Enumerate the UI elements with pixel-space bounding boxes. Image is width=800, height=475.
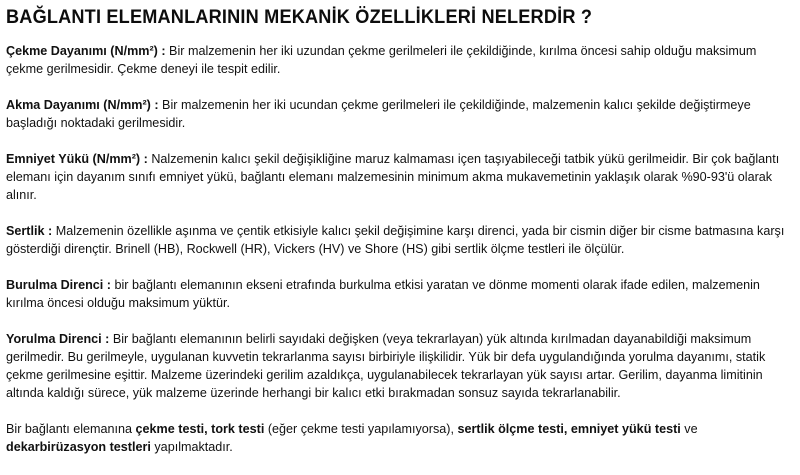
summary-text: ve bbox=[680, 422, 698, 436]
definition-hardness bbox=[6, 222, 794, 258]
summary-text: Bir bağlantı elemanına bbox=[6, 422, 136, 436]
term-label: Yorulma Direnci : bbox=[6, 332, 110, 346]
definition-text: Bir malzemenin her iki ucundan çekme gerilmeleri ile çekildiğinde, malzemenin kalıcı şekilde değiştirmeye başladığı noktadaki gerilmesidir. bbox=[6, 98, 751, 130]
tests-summary bbox=[6, 420, 794, 456]
term-label: Burulma Direnci : bbox=[6, 278, 111, 292]
page-title: BAĞLANTI ELEMANLARININ MEKANİK ÖZELLİKLERİ NELERDİR ? bbox=[6, 6, 593, 28]
term-label: Çekme Dayanımı (N/mm²) : bbox=[6, 44, 166, 58]
summary-highlight: çekme testi, tork testi bbox=[135, 422, 265, 436]
document-page bbox=[6, 4, 794, 456]
definition-text: Nalzemenin kalıcı şekil değişikliğine maruz kalmaması içen taşıyabileceği tatbik yükü gerilmeidir. Bir çok bağlantı elemanı için dayanım sınıfı emniyet yükü, bağlantı elemanı malzemesinin minimum akma mukavemetinin yaklaşık olarak %90-93'ü olarak alınır. bbox=[6, 152, 780, 202]
definition-fatigue-strength bbox=[6, 330, 794, 402]
definition-text: Bir bağlantı elemanının belirli sayıdaki değişken (veya tekrarlayan) yük altında kırılmadan dayanabildiği maksimum gerilmedir. Bu gerilmeyle, uygulanan kuvvetin tekrarlanma sayısı birbiriyle ilişkilidir. Yük bir defa uygulandığında yorulma dayanımı, statik çekme gerilmesine eşittir. Malzeme üzerindeki gerilim azaldıkça, uygulanabilecek tekrarlayan yük sayısı artar. Gerilim, dayanma limitinin altında kaldığı sürece, yük malzeme üzerinde herhangi bir kalıcı etki bırakmadan sonsuz sayıda tekrarlanabilir. bbox=[6, 332, 766, 400]
term-label: Akma Dayanımı (N/mm²) : bbox=[6, 98, 159, 112]
definition-text: Malzemenin özellikle aşınma ve çentik etkisiyle kalıcı şekil değişimine karşı direnci, yada bir cismin diğer bir cisme batmasına karşı gösterdiği dirençtir. Brinell (HB), Rockwell (HR), Vickers (HV) ve Shore (HS) gibi sertlik ölçme testleri ile ölçülür. bbox=[6, 224, 785, 256]
summary-text: yapılmaktadır. bbox=[150, 440, 233, 454]
definition-proof-load bbox=[6, 150, 794, 204]
definition-tensile-strength bbox=[6, 42, 794, 78]
definition-text: bir bağlantı elemanının ekseni etrafında burkulma etkisi yaratan ve dönme momenti olarak ifade edilen, malzemenin kırılma öncesi olduğu maksimum yüktür. bbox=[6, 278, 760, 310]
term-label: Emniyet Yükü (N/mm²) : bbox=[6, 152, 148, 166]
definition-yield-strength bbox=[6, 96, 794, 132]
definition-torsional-strength bbox=[6, 276, 794, 312]
definition-text: Bir malzemenin her iki uzundan çekme gerilmeleri ile çekildiğinde, kırılma öncesi sahip olduğu maksimum çekme gerilmesidir. Çekme deneyi ile tespit edilir. bbox=[6, 44, 757, 76]
summary-text: (eğer çekme testi yapılamıyorsa), bbox=[264, 422, 458, 436]
summary-highlight: sertlik ölçme testi, emniyet yükü testi bbox=[457, 422, 681, 436]
summary-highlight: dekarbirüzasyon testleri bbox=[6, 440, 151, 454]
term-label: Sertlik : bbox=[6, 224, 53, 238]
